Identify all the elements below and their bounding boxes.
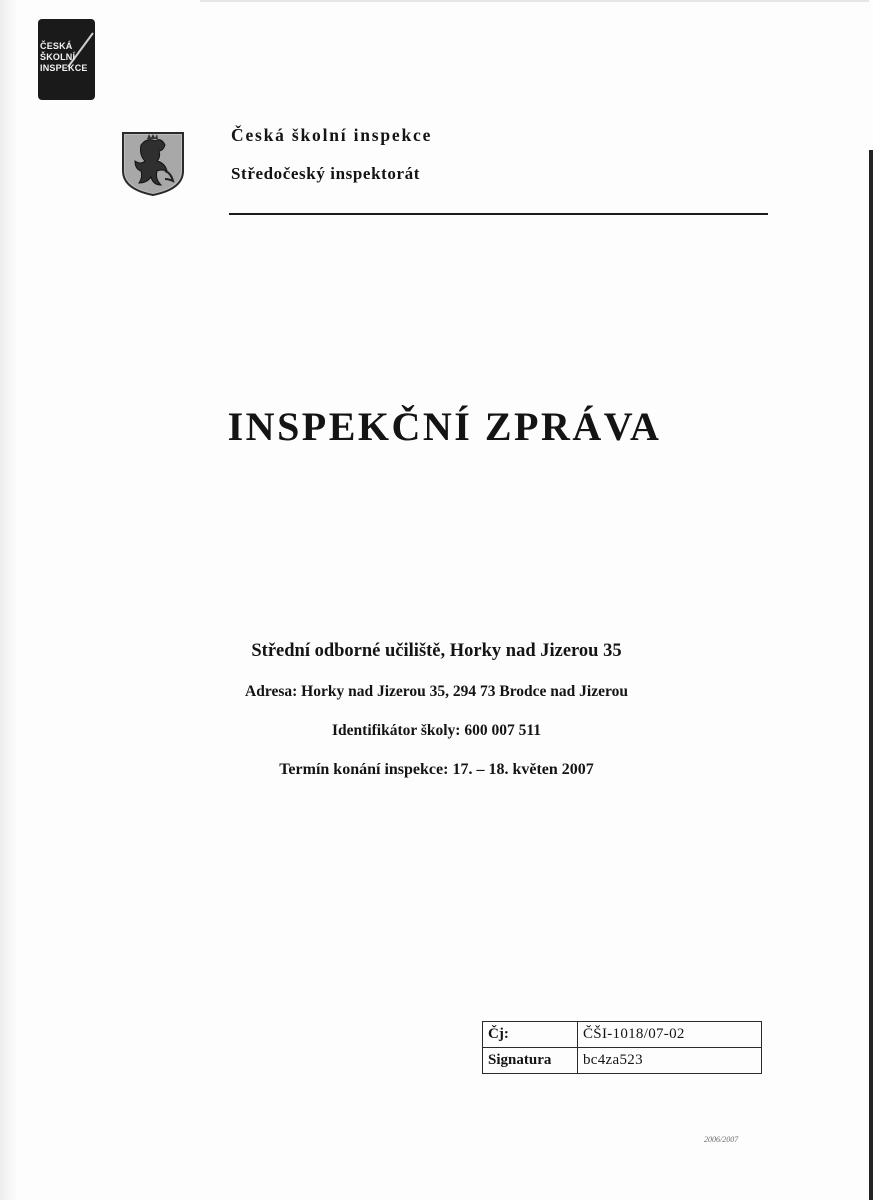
inspectorate-name: Středočeský inspektorát xyxy=(231,164,420,183)
scan-edge-right xyxy=(869,0,873,1200)
school-address: Adresa: Horky nad Jizerou 35, 294 73 Brodce nad Jizerou xyxy=(245,683,628,700)
reference-table xyxy=(482,1021,762,1074)
school-name: Střední odborné učiliště, Horky nad Jizerou 35 xyxy=(251,641,622,661)
school-year-footer: 2006/2007 xyxy=(704,1135,739,1144)
document-title: INSPEKČNÍ ZPRÁVA xyxy=(227,404,662,449)
scan-edge-top xyxy=(200,0,873,2)
page-shadow xyxy=(0,0,18,1200)
reference-value: ČŠI-1018/07-02 xyxy=(578,1022,762,1048)
csi-logo xyxy=(38,19,95,100)
school-identifier: Identifikátor školy: 600 007 511 xyxy=(332,722,541,739)
coat-of-arms-icon xyxy=(121,131,185,197)
reference-label: Čj: xyxy=(483,1022,578,1048)
table-row xyxy=(483,1022,762,1048)
signature-value: bc4za523 xyxy=(578,1048,762,1074)
signature-label: Signatura xyxy=(483,1048,578,1074)
logo-text: ČESKÁ ŠKOLNÍ INSPEKCE xyxy=(40,41,88,73)
organization-name: Česká školní inspekce xyxy=(231,125,433,145)
table-row xyxy=(483,1048,762,1074)
header-rule xyxy=(229,213,768,215)
inspection-date: Termín konání inspekce: 17. – 18. květen 2007 xyxy=(279,761,594,778)
